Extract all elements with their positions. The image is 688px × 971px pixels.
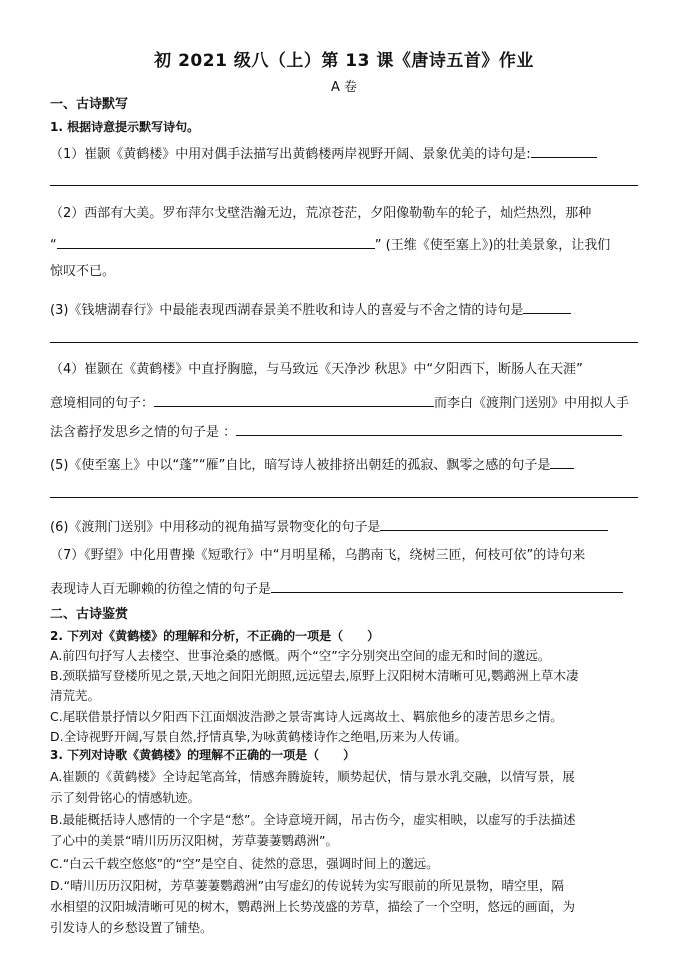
answer-blank[interactable] xyxy=(550,454,574,469)
question-1-item-6 xyxy=(50,516,642,537)
question-1-item-7-line-1: （7）《野望》中化用曹操《短歌行》中“月明星稀，乌鹊南飞，绕树三匝，何枝可依”的诗句来 xyxy=(50,548,586,563)
question-3-option-d-cont-1: 水相望的汉阳城清晰可见的树木，鹦鹉洲上长势茂盛的芳草，描绘了一个空明，悠远的画面，为 xyxy=(50,899,576,914)
question-2-option-b[interactable]: B.颈联描写登楼所见之景,天地之间阳光朗照,远远望去,原野上汉阳树木清晰可见,鹦鹉洲上草木凄 xyxy=(50,668,579,683)
item-5-text: (5)《使至塞上》中以“蓬”“雁”自比，暗写诗人被排挤出朝廷的孤寂、飘零之感的句子是 xyxy=(50,458,551,473)
answer-blank[interactable] xyxy=(154,392,434,407)
question-1-item-4-line-1: （4）崔颢在《黄鹤楼》中直抒胸臆，与马致远《天净沙 秋思》中“夕阳西下，断肠人在天涯” xyxy=(50,362,583,377)
question-1-item-4-line-3 xyxy=(50,421,642,442)
item-6-text: (6)《渡荆门送别》中用移动的视角描写景物变化的句子是 xyxy=(50,520,381,535)
question-3-option-b-cont: 了心中的美景“晴川历历汉阳树，芳草萋萋鹦鹉洲”。 xyxy=(50,833,338,848)
answer-blank[interactable] xyxy=(271,578,623,593)
section-heading-appreciation: 二、古诗鉴赏 xyxy=(50,607,129,622)
question-1-item-1 xyxy=(50,143,642,164)
question-1-item-2-line-2 xyxy=(50,234,642,255)
question-3-option-b[interactable]: B.最能概括诗人感情的一个字是“愁”。全诗意境开阔，吊古伤今，虚实相映，以虚写的手法描述 xyxy=(50,812,576,827)
question-2-option-a[interactable]: A.前四句抒写人去楼空、世事沧桑的感慨。两个“空”字分别突出空间的虚无和时间的邈远。 xyxy=(50,648,551,663)
question-2-option-c[interactable]: C.尾联借景抒情以夕阳西下江面烟波浩渺之景寄寓诗人远离故土、羁旅他乡的凄苦思乡之情。 xyxy=(50,709,563,724)
answer-line[interactable] xyxy=(50,342,638,343)
question-1: 1. 根据诗意提示默写诗句。 xyxy=(50,120,200,134)
item-4-text-a: 意境相同的句子： xyxy=(50,396,155,411)
question-1-item-2-line-3: 惊叹不已。 xyxy=(50,264,116,279)
question-3-option-c[interactable]: C.“白云千载空悠悠”的“空”是空自、徒然的意思，强调时间上的邈远。 xyxy=(50,856,439,871)
page-subtitle: A 卷 xyxy=(330,80,358,95)
page-title: 初 2021 级八（上）第 13 课《唐诗五首》作业 xyxy=(154,51,534,71)
item-4-text-c: 法含蓄抒发思乡之情的句子是 ： xyxy=(50,425,237,440)
question-1-item-7-line-2 xyxy=(50,578,642,599)
question-3: 3. 下列对诗歌《黄鹤楼》的理解不正确的一项是（ ） xyxy=(50,748,356,762)
question-3-option-a-cont: 示了刻骨铭心的情感轨迹。 xyxy=(50,790,201,805)
question-3-option-d[interactable]: D.“晴川历历汉阳树，芳草萋萋鹦鹉洲”由写虚幻的传说转为实写眼前的所见景物，晴空里，隔 xyxy=(50,878,565,893)
answer-line[interactable] xyxy=(50,497,638,498)
item-2-source: ” (王维《使至塞上》)的壮美景象，让我们 xyxy=(374,238,611,253)
item-4-text-b: 而李白《渡荆门送别》中用拟人手 xyxy=(434,396,630,411)
question-1-item-2-line-1: （2）西部有大美。罗布萍尔戈壁浩瀚无边，荒凉苍茫，夕阳像勒勒车的轮子，灿烂热烈，那种 xyxy=(50,206,592,221)
answer-blank[interactable] xyxy=(531,143,597,158)
answer-blank[interactable] xyxy=(380,516,608,531)
question-2: 2. 下列对《黄鹤楼》的理解和分析，不正确的一项是（ ） xyxy=(50,629,380,643)
answer-line[interactable] xyxy=(50,185,638,186)
answer-blank[interactable] xyxy=(57,234,375,249)
section-heading-recitation: 一、古诗默写 xyxy=(50,97,129,112)
answer-blank[interactable] xyxy=(523,299,571,314)
item-3-text: (3)《钱塘湖春行》中最能表现西湖春景美不胜收和诗人的喜爱与不舍之情的诗句是 xyxy=(50,303,524,318)
question-2-option-d[interactable]: D.全诗视野开阔,写景自然,抒情真挚,为咏黄鹤楼诗作之绝唱,历来为人传诵。 xyxy=(50,729,467,744)
item-7-text: 表现诗人百无聊赖的彷徨之情的句子是 xyxy=(50,582,272,597)
question-2-option-b-cont: 清荒芜。 xyxy=(50,688,101,703)
question-1-item-5 xyxy=(50,454,642,475)
open-quote: “ xyxy=(50,238,57,253)
question-1-item-4-line-2 xyxy=(50,392,642,413)
item-1-text: （1）崔颢《黄鹤楼》中用对偶手法描写出黄鹤楼两岸视野开阔、景象优美的诗句是: xyxy=(50,147,531,162)
question-3-option-a[interactable]: A.崔颢的《黄鹤楼》全诗起笔高耸，情感奔腾旋转，顺势起伏，情与景水乳交融，以情写景，展 xyxy=(50,769,575,784)
question-1-item-3 xyxy=(50,299,642,320)
question-3-option-d-cont-2: 引发诗人的乡愁设置了铺垫。 xyxy=(50,920,213,935)
answer-blank[interactable] xyxy=(236,421,622,436)
